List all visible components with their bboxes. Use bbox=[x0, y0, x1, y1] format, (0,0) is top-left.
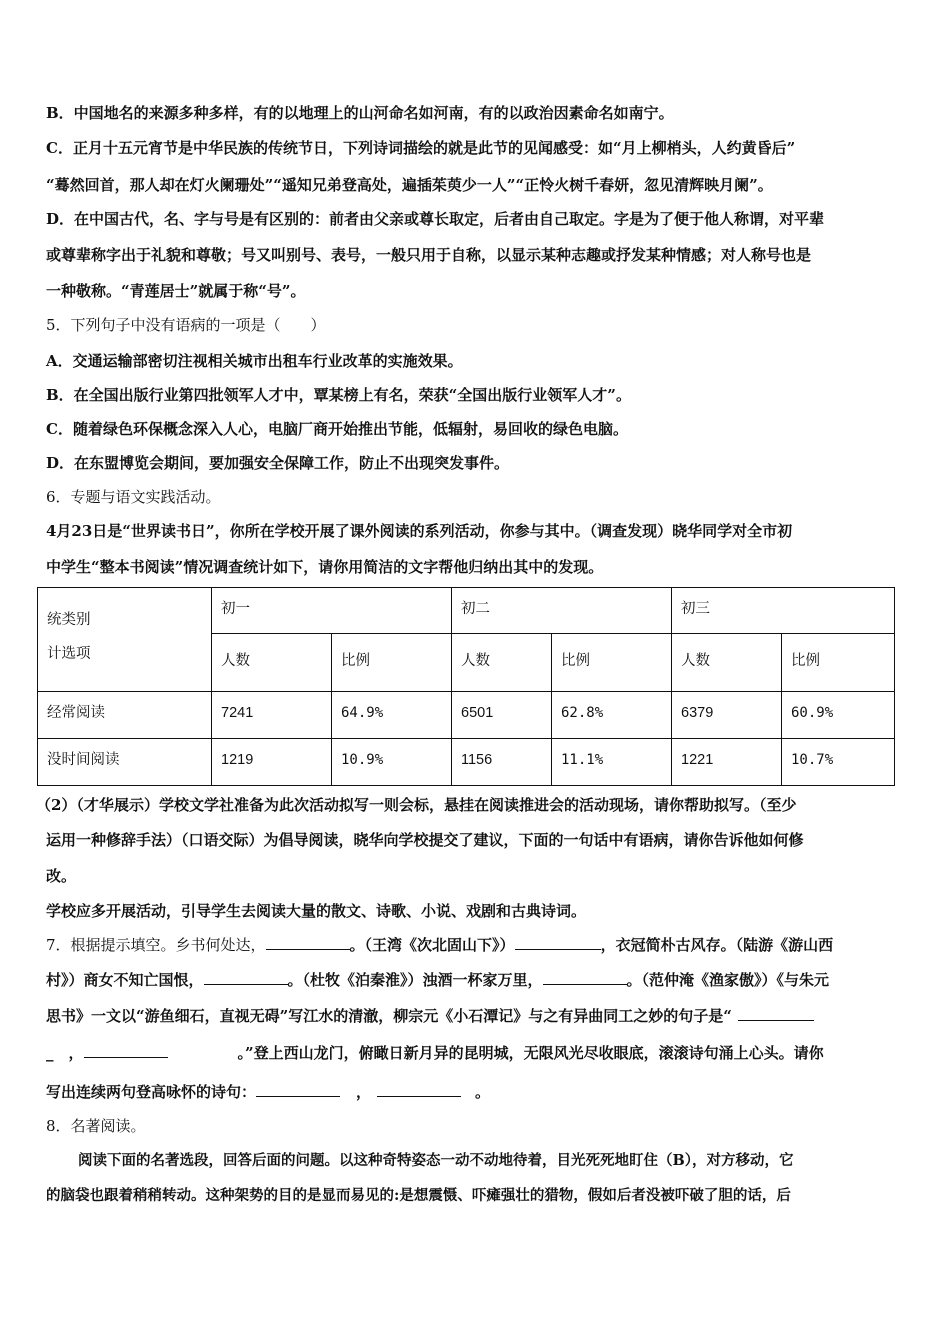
q8-stem: 8．名著阅读。 bbox=[46, 1117, 146, 1135]
answer-blank[interactable] bbox=[204, 970, 288, 985]
q4-option-c-line2: “蓦然回首，那人却在灯火阑珊处”“遥知兄弟登高处，遍插茱萸少一人”“正怜火树千春妍，忽见清辉映月阑”。 bbox=[46, 176, 773, 194]
q7-line1 bbox=[46, 935, 833, 955]
q6-stem: 6．专题与语文实践活动。 bbox=[46, 488, 221, 506]
row-label-no-time: 没时间阅读 bbox=[47, 752, 120, 768]
q7-line4-a: _ ， bbox=[46, 1044, 84, 1062]
q4-option-d-line3: 一种敬称。“青莲居士”就属于称“号”。 bbox=[46, 282, 306, 300]
q4-option-c-line1: C．正月十五元宵节是中华民族的传统节日，下列诗词描绘的就是此节的见闻感受：如“月上柳梢头，人约黄昏后” bbox=[46, 139, 796, 157]
sub-header: 人数 bbox=[461, 653, 490, 669]
q5-option-d: D．在东盟博览会期间，要加强安全保障工作，防止不出现突发事件。 bbox=[46, 454, 510, 472]
sub-header: 比例 bbox=[341, 653, 370, 669]
sub-header: 人数 bbox=[681, 653, 710, 669]
grade-header-3: 初三 bbox=[681, 601, 710, 617]
q5-option-a: A．交通运输部密切注视相关城市出租车行业改革的实施效果。 bbox=[46, 352, 463, 370]
table-cell: 7241 bbox=[221, 705, 254, 721]
grade-header-1: 初一 bbox=[221, 601, 250, 617]
q6-part2-line2: 运用一种修辞手法）（口语交际）为倡导阅读，晓华向学校提交了建议，下面的一句话中有语病，请你告诉他如何修 bbox=[46, 831, 804, 849]
sub-header: 比例 bbox=[791, 653, 820, 669]
table-cell: 1221 bbox=[681, 752, 714, 768]
q7-line5-c: 。 bbox=[475, 1083, 491, 1101]
table-cell: 6379 bbox=[681, 705, 714, 721]
q7-line5 bbox=[46, 1082, 490, 1102]
q6-intro-line1: 4月23日是“世界读书日”，你所在学校开展了课外阅读的系列活动，你参与其中。（调查发现）晓华同学对全市初 bbox=[46, 522, 793, 540]
sub-header: 人数 bbox=[221, 653, 250, 669]
table-cell: 1156 bbox=[461, 752, 493, 768]
q5-option-b: B．在全国出版行业第四批领军人才中，覃某榜上有名，荣获“全国出版行业领军人才”。 bbox=[46, 386, 631, 404]
q7-line2-c: 。（范仲淹《渔家傲》）《与朱元 bbox=[626, 971, 830, 989]
table-cell: 64.9% bbox=[341, 705, 384, 721]
q7-line1-a: 7．根据提示填空。乡书何处达， bbox=[46, 936, 266, 954]
grade-header-2: 初二 bbox=[461, 601, 490, 617]
table-cell: 1219 bbox=[221, 752, 254, 768]
q7-line2 bbox=[46, 970, 829, 990]
q8-passage-line2: 的脑袋也跟着稍稍转动。这种架势的目的是显而易见的:是想震慑、吓瘫强壮的猎物，假如后者没被吓破了胆的话，后 bbox=[46, 1187, 791, 1204]
answer-blank[interactable] bbox=[543, 970, 627, 985]
answer-blank[interactable] bbox=[266, 935, 350, 950]
table-cell: 10.7% bbox=[791, 752, 834, 768]
q7-line2-a: 村》）商女不知亡国恨， bbox=[46, 971, 204, 989]
table-cell: 10.9% bbox=[341, 752, 384, 768]
table-cell: 60.9% bbox=[791, 705, 834, 721]
q4-option-d-line1: D．在中国古代，名、字与号是有区别的：前者由父亲或尊长取定，后者由自己取定。字是为了便于他人称谓，对平辈 bbox=[46, 210, 825, 228]
q4-option-b: B．中国地名的来源多种多样，有的以地理上的山河命名如河南，有的以政治因素命名如南宁。 bbox=[46, 104, 674, 122]
answer-blank[interactable] bbox=[377, 1082, 461, 1097]
q6-sentence: 学校应多开展活动，引导学生去阅读大量的散文、诗歌、小说、戏剧和古典诗词。 bbox=[46, 902, 587, 920]
q6-part2-line1: （2）（才华展示）学校文学社准备为此次活动拟写一则会标，悬挂在阅读推进会的活动现场，请你帮助拟写。（至少 bbox=[36, 796, 797, 814]
q7-line5-a: 写出连续两句登高咏怀的诗句： bbox=[46, 1083, 257, 1101]
answer-blank[interactable] bbox=[256, 1082, 340, 1097]
q7-line4-b: 。”登上西山龙门，俯瞰日新月异的昆明城，无限风光尽收眼底，滚滚诗句涌上心头。请你 bbox=[237, 1044, 824, 1062]
q5-stem: 5．下列句子中没有语病的一项是（ ） bbox=[46, 316, 326, 334]
reading-survey-table bbox=[37, 587, 895, 786]
q6-part2-line3: 改。 bbox=[46, 867, 77, 885]
q7-line1-b: 。（王湾《次北固山下》） bbox=[349, 936, 515, 954]
q4-option-d-line2: 或尊辈称字出于礼貌和尊敬；号又叫别号、表号，一般只用于自称，以显示某种志趣或抒发某种情感；对人称号也是 bbox=[46, 246, 812, 264]
answer-blank[interactable] bbox=[515, 935, 601, 950]
answer-blank[interactable] bbox=[738, 1006, 814, 1021]
table-cell: 6501 bbox=[461, 705, 494, 721]
q6-intro-line2: 中学生“整本书阅读”情况调查统计如下，请你用简洁的文字帮他归纳出其中的发现。 bbox=[46, 558, 604, 576]
q5-option-c: C．随着绿色环保概念深入人心，电脑厂商开始推出节能，低辐射，易回收的绿色电脑。 bbox=[46, 420, 628, 438]
q7-line5-b: ， bbox=[356, 1083, 372, 1101]
q7-line3-text: 思书》一文以“游鱼细石，直视无碍”写江水的清澈，柳宗元《小石潭记》与之有异曲同工之妙的句子是“ bbox=[46, 1007, 732, 1025]
table-corner-top: 统类别 bbox=[47, 612, 91, 628]
sub-header: 比例 bbox=[561, 653, 590, 669]
q7-line3 bbox=[46, 1006, 814, 1026]
q7-line4 bbox=[46, 1043, 824, 1063]
q7-line2-b: 。（杜牧《泊秦淮》）浊酒一杯家万里， bbox=[287, 971, 543, 989]
table-cell: 11.1% bbox=[561, 752, 604, 768]
table-corner-bottom: 计选项 bbox=[47, 646, 91, 662]
q7-line1-c: ，衣冠简朴古风存。（陆游《游山西 bbox=[600, 936, 834, 954]
q8-passage-line1: 阅读下面的名著选段，回答后面的问题。以这种奇特姿态一动不动地待着，目光死死地盯住（B），对方移动，它 bbox=[78, 1152, 794, 1169]
row-label-regular: 经常阅读 bbox=[47, 705, 105, 721]
table-cell: 62.8% bbox=[561, 705, 604, 721]
answer-blank[interactable] bbox=[84, 1043, 168, 1058]
